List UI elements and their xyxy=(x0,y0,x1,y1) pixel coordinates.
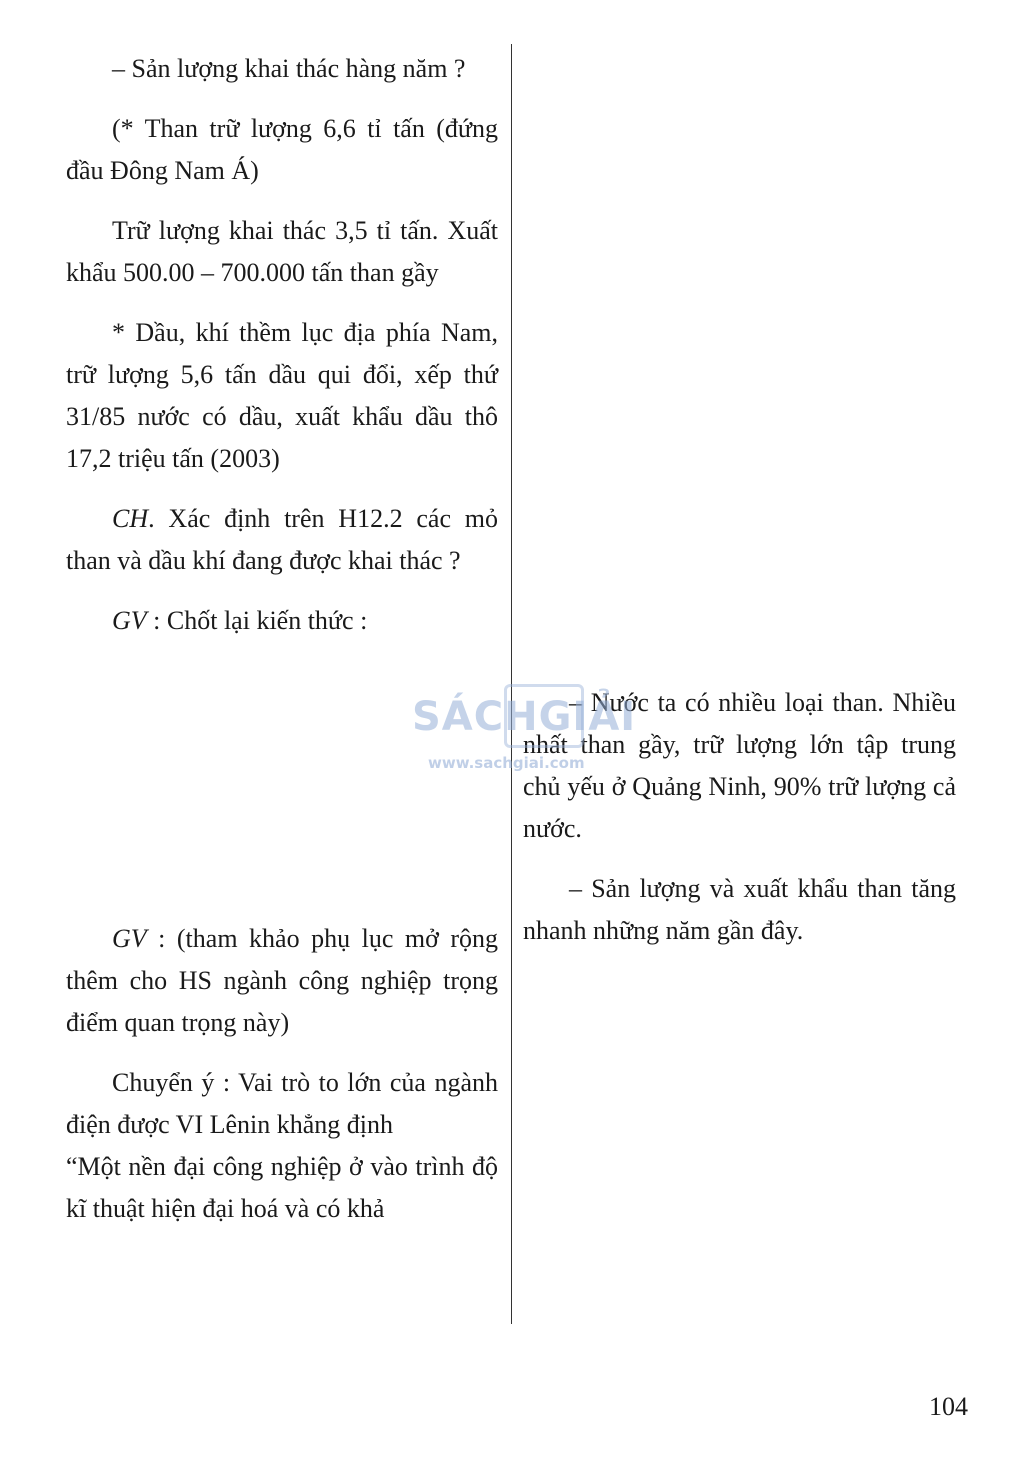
paragraph-coal-export: Trữ lượng khai thác 3,5 tỉ tấn. Xuất khẩu 500.00 – 700.000 tấn than gầy xyxy=(66,216,498,287)
paragraph-lenin-quote: “Một nền đại công nghiệp ở vào trình độ kĩ thuật hiện đại hoá và có khả xyxy=(66,1152,498,1223)
spacer xyxy=(66,642,498,900)
question-text: . Xác định trên H12.2 các mỏ than và dầu khí đang được khai thác ? xyxy=(66,504,498,575)
paragraph-production-question: – Sản lượng khai thác hàng năm ? xyxy=(112,54,466,83)
paragraph-coal-types: – Nước ta có nhiều loại than. Nhiều nhất than gầy, trữ lượng lớn tập trung chủ yếu ở Quảng Ninh, 90% trữ lượng cả nước. xyxy=(523,688,956,843)
page-number: 104 xyxy=(929,1392,968,1421)
teacher-reference-text: : (tham khảo phụ lục mở rộng thêm cho HS ngành công nghiệp trọng điểm quan trọng này) xyxy=(66,924,498,1037)
paragraph-teacher-summary xyxy=(66,600,498,642)
teacher-summary-text: : Chốt lại kiến thức : xyxy=(146,606,368,635)
paragraph-question-map xyxy=(66,498,498,582)
paragraph-oil-gas: * Dầu, khí thềm lục địa phía Nam, trữ lượng 5,6 tấn dầu qui đổi, xếp thứ 31/85 nước có dầu, xuất khẩu dầu thô 17,2 triệu tấn (2003) xyxy=(66,318,498,473)
column-divider xyxy=(511,44,512,1324)
paragraph-coal-reserves: (* Than trữ lượng 6,6 tỉ tấn (đứng đầu Đông Nam Á) xyxy=(66,114,498,185)
teacher-label: GV xyxy=(112,606,147,635)
question-label: CH xyxy=(112,504,149,533)
paragraph-coal-output: – Sản lượng và xuất khẩu than tăng nhanh những năm gần đây. xyxy=(523,874,956,945)
paragraph-teacher-reference xyxy=(66,918,498,1044)
watermark-brand: SÁCHGIẢI xyxy=(412,694,637,740)
watermark-url: www.sachgiai.com xyxy=(428,754,585,772)
teacher-label: GV xyxy=(112,924,147,953)
left-column xyxy=(66,48,498,1230)
right-column xyxy=(523,682,956,952)
paragraph-transition: Chuyển ý : Vai trò to lớn của ngành điện được VI Lênin khẳng định xyxy=(66,1068,498,1139)
